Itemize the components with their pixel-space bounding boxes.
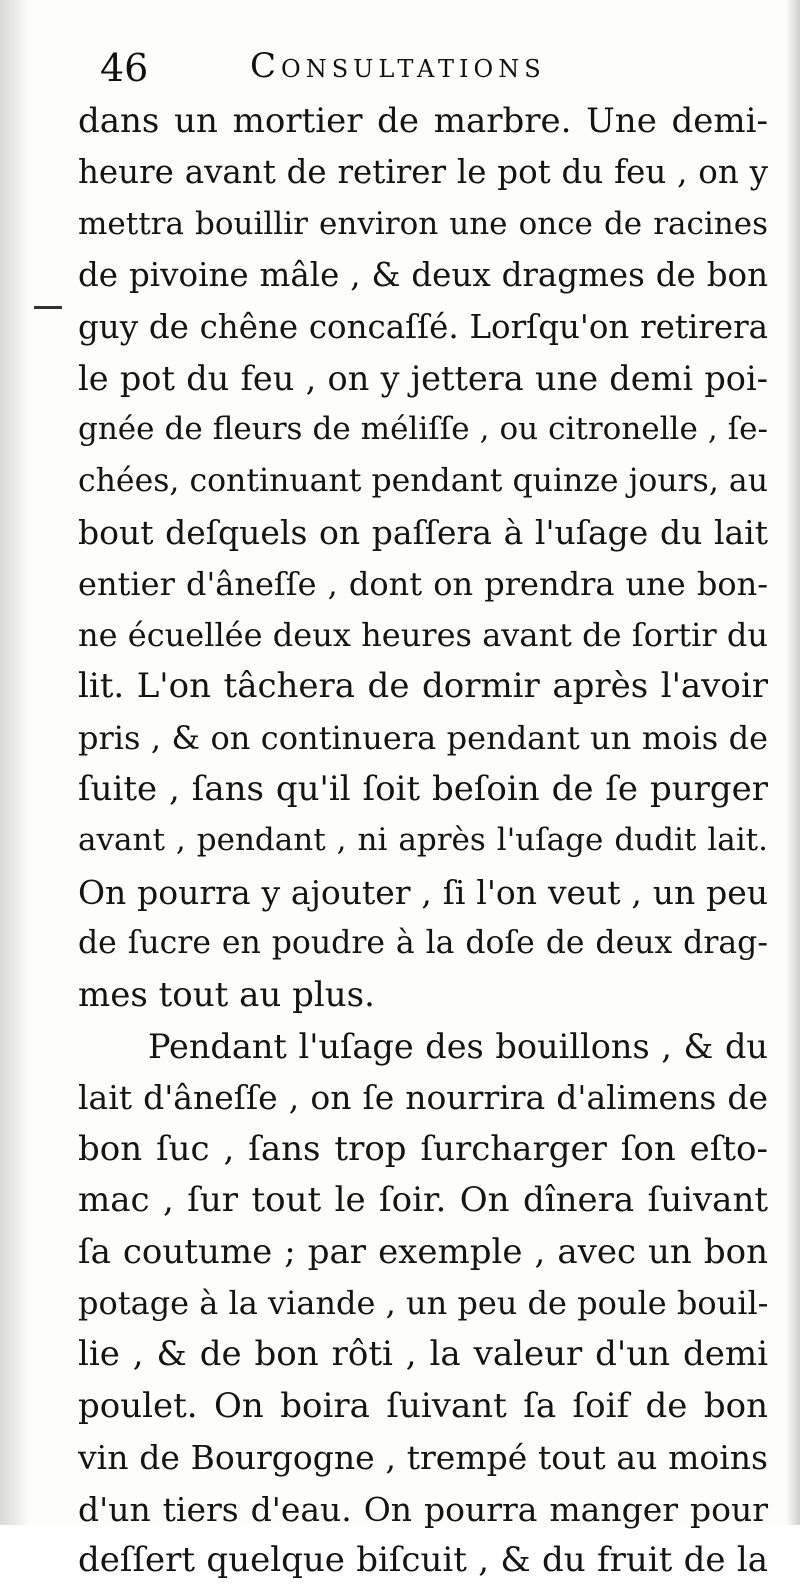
- text-line: potage à la viande , un peu de poule bouil-: [78, 1283, 769, 1322]
- text-line: ne écuellée deux heures avant de ſortir du: [78, 615, 768, 654]
- text-line: chées, continuant pendant quinze jours, au: [78, 462, 768, 499]
- text-line: lie , & de bon rôti , la valeur d'un demi: [78, 1334, 768, 1375]
- text-line: de ſucre en poudre à la doſe de deux drag-: [78, 925, 768, 962]
- page-edge-shadow: [786, 0, 800, 1525]
- text-line: pris , & on continuera pendant un mois de: [78, 718, 768, 757]
- text-line: heure avant de retirer le pot du feu , on y: [78, 153, 768, 192]
- text-line: vin de Bourgogne , trempé tout au moins: [78, 1438, 768, 1478]
- text-line: mac , ſur tout le ſoir. On dînera ſuivant: [78, 1180, 768, 1221]
- text-line: d'un tiers d'eau. On pourra manger pour: [78, 1489, 768, 1529]
- text-line: deſſert quelque biſcuit , & du fruit de la: [78, 1539, 768, 1580]
- text-line: guy de chêne concaſſé. Lorſqu'on retirera: [78, 307, 768, 346]
- margin-dash-mark: [34, 306, 62, 309]
- text-line: lit. L'on tâchera de dormir après l'avoir: [78, 666, 768, 707]
- text-line: ſa coutume ; par exemple , avec un bon: [78, 1231, 768, 1272]
- page-gutter-shadow: [0, 0, 30, 1525]
- text-line: bout deſquels on paſſera à l'uſage du lait: [78, 513, 768, 553]
- text-line: de pivoine mâle , & deux dragmes de bon: [78, 256, 768, 295]
- text-line: avant , pendant , ni après l'uſage dudit lait.: [78, 822, 768, 859]
- text-line: le pot du feu , on y jettera une demi poi-: [78, 358, 768, 398]
- text-line-paragraph-end: mes tout au plus.: [78, 974, 375, 1015]
- text-line: poulet. On boira ſuivant ſa ſoif de bon: [78, 1385, 768, 1426]
- text-line: bon ſuc , ſans trop ſurcharger ſon eſto-: [78, 1128, 768, 1169]
- running-title: Consultations: [250, 46, 546, 86]
- text-line-paragraph-start: Pendant l'uſage des bouillons , & du: [148, 1027, 768, 1067]
- page-header: [100, 40, 660, 100]
- text-line: gnée de fleurs de méliſſe , ou citronelle , ſe-: [78, 411, 768, 448]
- text-line: mettra bouillir environ une once de racines: [78, 205, 768, 242]
- page-number: 46: [100, 46, 149, 90]
- body-text: [78, 96, 768, 1586]
- text-line: entier d'âneſſe , dont on prendra une bon-: [78, 564, 768, 603]
- text-line: On pourra y ajouter , ſi l'on veut , un peu: [78, 872, 768, 912]
- text-line: lait d'âneſſe , on ſe nourrira d'alimens de: [78, 1078, 768, 1118]
- text-line: ſuite , ſans qu'il ſoit beſoin de ſe purger: [78, 769, 768, 810]
- text-line: dans un mortier de marbre. Une demi-: [78, 101, 768, 141]
